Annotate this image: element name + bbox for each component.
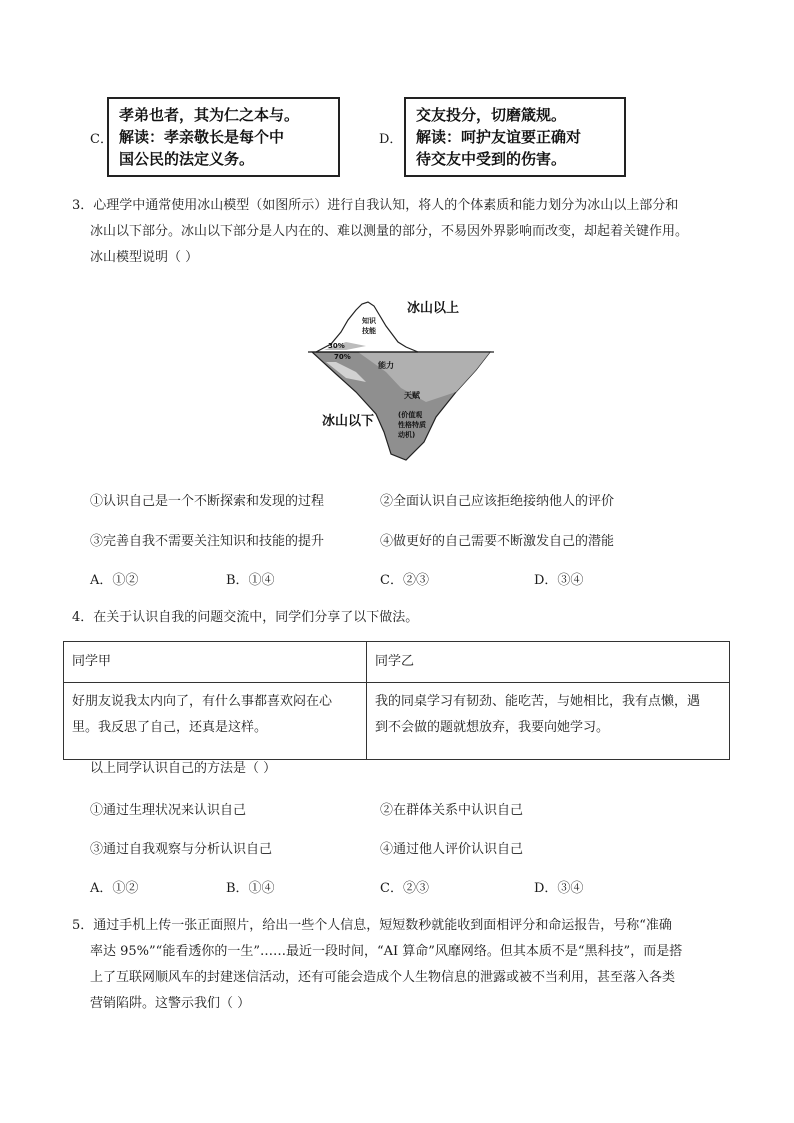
q5-stem-line-4: 营销陷阱。这警示我们（ ） bbox=[90, 996, 251, 1011]
iceberg-ability-label: 能力 bbox=[378, 361, 394, 370]
q4-choice-b[interactable]: B．①④ bbox=[226, 881, 275, 896]
iceberg-above-label: 冰山以上 bbox=[407, 301, 460, 316]
q3-stem-line-3: 冰山模型说明（ ） bbox=[90, 250, 199, 265]
iceberg-values-line-3: 动机) bbox=[398, 431, 416, 439]
q4-cell-a-line-1: 好朋友说我太内向了，有什么事都喜欢闷在心 bbox=[72, 694, 333, 709]
q3-choice-a[interactable]: A．①② bbox=[90, 573, 139, 588]
option-d-letter: D． bbox=[379, 132, 403, 147]
q4-cell-b-line-2: 到不会做的题就想放弃，我要向她学习。 bbox=[375, 720, 610, 735]
q3-stem-line-1: 3．心理学中通常使用冰山模型（如图所示）进行自我认知，将人的个体素质和能力划分为冰山以上部分和 bbox=[72, 198, 679, 213]
q4-intro: 4．在关于认识自我的问题交流中，同学们分享了以下做法。 bbox=[72, 610, 419, 625]
q4-choice-a[interactable]: A．①② bbox=[90, 881, 139, 896]
option-d-line-2: 解读：呵护友谊要正确对 bbox=[416, 128, 582, 146]
q3-statement-1: ①认识自己是一个不断探索和发现的过程 bbox=[90, 494, 325, 509]
iceberg-percent-70: 70% bbox=[334, 353, 351, 361]
option-c-line-3: 国公民的法定义务。 bbox=[119, 150, 255, 168]
option-c-quote-box bbox=[107, 97, 340, 177]
option-d-line-3: 待交友中受到的伤害。 bbox=[416, 150, 567, 168]
iceberg-values-line-1: (价值观 bbox=[398, 411, 423, 419]
q5-stem-line-1: 5．通过手机上传一张正面照片，给出一些个人信息，短短数秒就能收到面相评分和命运报告，号称“准确 bbox=[72, 918, 672, 933]
q5-stem-line-2: 率达 95%”“能看透你的一生”……最近一段时间，“AI 算命”风靡网络。但其本质不是“黑科技”，而是搭 bbox=[90, 944, 683, 959]
iceberg-values-line-2: 性格特质 bbox=[398, 421, 426, 429]
option-c-letter: C． bbox=[90, 132, 113, 147]
q3-choice-b[interactable]: B．①④ bbox=[226, 573, 275, 588]
option-c-line-1: 孝弟也者，其为仁之本与。 bbox=[119, 106, 300, 124]
q4-choice-d[interactable]: D．③④ bbox=[534, 881, 584, 896]
q4-statement-3: ③通过自我观察与分析认识自己 bbox=[90, 842, 273, 857]
q4-choice-c[interactable]: C．②③ bbox=[380, 881, 429, 896]
q4-statement-1: ①通过生理状况来认识自己 bbox=[90, 803, 247, 818]
q4-cell-b-line-1: 我的同桌学习有韧劲、能吃苦，与她相比，我有点懒，遇 bbox=[375, 694, 701, 709]
iceberg-tip-text-1: 知识 bbox=[362, 317, 376, 325]
iceberg-below-label: 冰山以下 bbox=[322, 414, 375, 429]
q3-choice-c[interactable]: C．②③ bbox=[380, 573, 429, 588]
q4-header-b: 同学乙 bbox=[367, 642, 730, 683]
q3-statement-2: ②全面认识自己应该拒绝接纳他人的评价 bbox=[380, 494, 615, 509]
option-c-line-2: 解读：孝亲敬长是每个中 bbox=[119, 128, 285, 146]
q4-statement-4: ④通过他人评价认识自己 bbox=[380, 842, 524, 857]
q3-stem-line-2: 冰山以下部分。冰山以下部分是人内在的、难以测量的部分，不易因外界影响而改变，却起着关键作用。 bbox=[90, 224, 689, 239]
option-d-quote-box bbox=[404, 97, 626, 177]
q5-stem-line-3: 上了互联网顺风车的封建迷信活动，还有可能会造成个人生物信息的泄露或被不当利用，甚至落入各类 bbox=[90, 970, 676, 985]
q4-cell-a bbox=[64, 683, 367, 760]
q4-question: 以上同学认识自己的方法是（ ） bbox=[90, 761, 277, 776]
q4-cell-b bbox=[367, 683, 730, 760]
iceberg-tip-text-2: 技能 bbox=[362, 327, 376, 335]
option-d-line-1: 交友投分，切磨箴规。 bbox=[416, 106, 567, 124]
iceberg-figure bbox=[306, 292, 496, 464]
q4-cell-a-line-2: 里。我反思了自己，还真是这样。 bbox=[72, 720, 268, 735]
q3-choice-d[interactable]: D．③④ bbox=[534, 573, 584, 588]
iceberg-percent-30: 30% bbox=[328, 342, 345, 350]
q3-statement-3: ③完善自我不需要关注知识和技能的提升 bbox=[90, 534, 325, 549]
q4-statement-2: ②在群体关系中认识自己 bbox=[380, 803, 524, 818]
q4-header-a: 同学甲 bbox=[64, 642, 367, 683]
q3-statement-4: ④做更好的自己需要不断激发自己的潜能 bbox=[380, 534, 615, 549]
q4-share-table bbox=[63, 641, 730, 760]
iceberg-talent-label: 天赋 bbox=[404, 391, 420, 400]
